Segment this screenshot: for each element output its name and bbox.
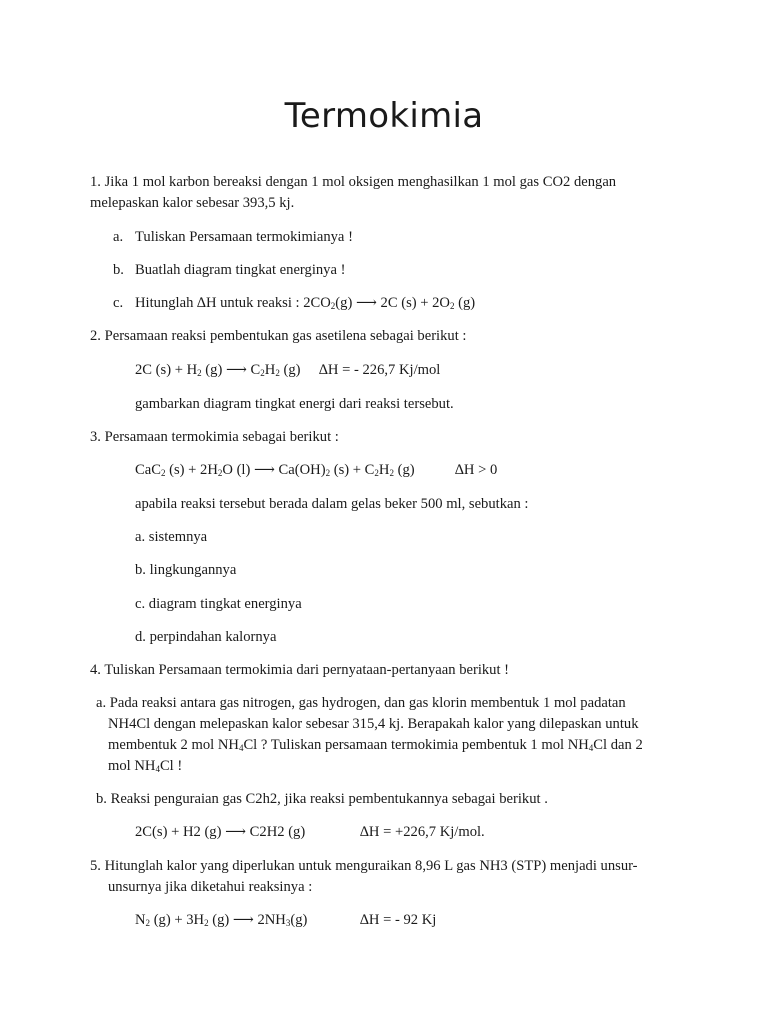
q2-equation: 2C $(s) + H_2$ (g) ⟶ $C_2H_2$ (g) (135, 362, 301, 378)
q3-item-b: b. lingkungannya (135, 562, 237, 578)
q4-b-equation: 2C(s) + H2 (g) ⟶ C2H2 (g) (135, 824, 306, 840)
q4-text: 4. Tuliskan Persamaan termokimia dari pernyataan-pertanyaan berikut ! (90, 662, 510, 678)
q4-b-delta-h: ∆H = +226,7 Kj/mol. (360, 824, 485, 840)
q5-line2: unsurnya jika diketahui reaksinya : (108, 879, 313, 895)
q1-item-b-text: Buatlah diagram tingkat energinya ! (135, 262, 346, 278)
q5-delta-h: ∆H = - 92 Kj (360, 912, 437, 928)
q1-item-c-marker: c. (113, 295, 124, 311)
q3-delta-h: ∆H > 0 (455, 462, 498, 478)
q3-item-c: c. diagram tingkat energinya (135, 596, 302, 612)
q3-text: 3. Persamaan termokimia sebagai berikut : (90, 429, 339, 445)
q4-a-line1: a. Pada reaksi antara gas nitrogen, gas hydrogen, dan gas klorin membentuk 1 mol padatan (96, 695, 626, 711)
q1-text-line1: 1. Jika 1 mol karbon bereaksi dengan 1 mol oksigen menghasilkan 1 mol gas CO2 dengan (90, 174, 617, 190)
q3-item-a: a. sistemnya (135, 529, 208, 545)
q2-delta-h: ∆H = - 226,7 Kj/mol (319, 362, 441, 378)
q1-text-line2: melepaskan kalor sebesar 393,5 kj. (90, 195, 295, 211)
q3-equation: CaC$_2$ $(s) + 2H_2O$ (l) ⟶ $Ca(OH)_2$ $(s) + C_2H_2$ (g) (135, 462, 415, 478)
q2-text: 2. Persamaan reaksi pembentukan gas asetilena sebagai berikut : (90, 328, 467, 344)
q1-item-a-marker: a. (113, 229, 124, 245)
q5-equation: $N_2$ $(g) + 3H_2$ (g) ⟶ $2NH_3(g)$ (135, 912, 308, 928)
q3-prompt: apabila reaksi tersebut berada dalam gelas beker 500 ml, sebutkan : (135, 496, 529, 512)
q5-line1: 5. Hitunglah kalor yang diperlukan untuk menguraikan 8,96 L gas NH3 (STP) menjadi unsur- (90, 858, 638, 874)
page-title: Termokimia (284, 96, 484, 136)
q4-a-line4: mol $NH_4Cl$ ! (108, 758, 183, 774)
q1-item-a-text: Tuliskan Persamaan termokimianya ! (135, 229, 353, 245)
q1-item-b-marker: b. (113, 262, 124, 278)
q3-item-d: d. perpindahan kalornya (135, 629, 277, 645)
q4-a-line3: membentuk 2 mol $NH_4Cl$ ? Tuliskan persamaan termokimia pembentuk 1 mol $NH_4Cl$ dan 2 (108, 737, 643, 753)
q4-b-line: b. Reaksi penguraian gas C2h2, jika reaksi pembentukannya sebagai berikut . (96, 791, 548, 807)
q2-instruction: gambarkan diagram tingkat energi dari reaksi tersebut. (135, 396, 454, 412)
q1-item-c-text: Hitunglah ∆H untuk reaksi : $2CO_2(g)$ ⟶ 2C $(s) + 2O_2$ (g) (135, 295, 476, 311)
q4-a-line2: NH4Cl dengan melepaskan kalor sebesar 315,4 kj. Berapakah kalor yang dilepaskan untuk (108, 716, 639, 732)
